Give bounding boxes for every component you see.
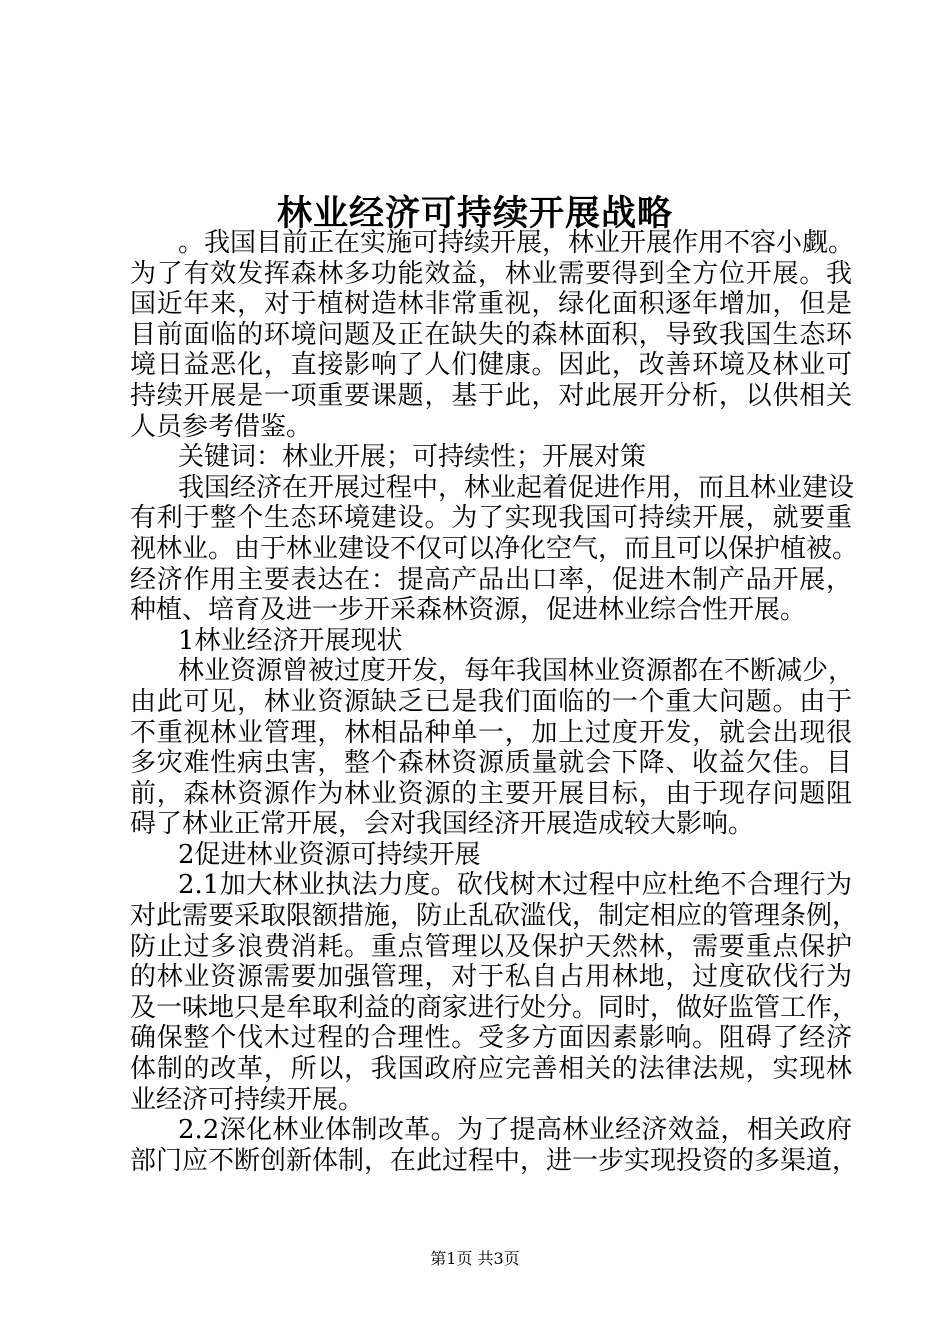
text-line: 体制的改革，所以，我国政府应完善相关的法律法规，实现林	[130, 1054, 852, 1085]
paragraph	[130, 442, 852, 473]
text-line: 1林业经济开展现状	[178, 625, 403, 656]
text-line: 国近年来，对于植树造林非常重视，绿化面积逐年增加，但是	[130, 289, 852, 320]
paragraph	[130, 870, 859, 1115]
document-title: 林业经济可持续开展战略	[276, 194, 673, 234]
text-line: 有利于整个生态环境建设。为了实现我国可持续开展，就要重	[130, 503, 852, 534]
text-line: 我国经济在开展过程中，林业起着促进作用，而且林业建设	[178, 472, 855, 503]
text-line: 确保整个伐木过程的合理性。受多方面因素影响。阻碍了经济	[130, 1023, 852, 1054]
paragraph	[130, 472, 859, 626]
text-line: 关键词：林业开展；可持续性；开展对策	[178, 442, 647, 473]
paragraph	[130, 626, 852, 657]
text-line: 防止过多浪费消耗。重点管理以及保护天然林，需要重点保护	[130, 931, 852, 962]
text-line: 林业资源曾被过度开发，每年我国林业资源都在不断减少，	[178, 656, 855, 687]
text-line: 及一味地只是牟取利益的商家进行处分。同时，做好监管工作，	[130, 992, 859, 1023]
paragraph	[130, 656, 855, 840]
text-line: 不重视林业管理，林相品种单一，加上过度开发，就会出现很	[130, 717, 852, 748]
text-line: 2.2深化林业体制改革。为了提高林业经济效益，相关政府	[178, 1115, 852, 1146]
text-line: 对此需要采取限额措施，防止乱砍滥伐，制定相应的管理条例，	[130, 901, 859, 932]
paragraph	[130, 840, 852, 871]
text-line: 境日益恶化，直接影响了人们健康。因此，改善环境及林业可	[130, 350, 852, 381]
text-line: 部门应不断创新体制，在此过程中，进一步实现投资的多渠道，	[130, 1145, 859, 1176]
document-body	[130, 228, 859, 1176]
text-line: 视林业。由于林业建设不仅可以净化空气，而且可以保护植被。	[130, 533, 859, 564]
text-line: 前，森林资源作为林业资源的主要开展目标，由于现存问题阻	[130, 778, 852, 809]
text-line: 2促进林业资源可持续开展	[178, 839, 481, 870]
paragraph	[130, 1115, 859, 1176]
text-line: 经济作用主要表达在：提高产品出口率，促进木制产品开展，	[130, 564, 852, 595]
text-line: 为了有效发挥森林多功能效益，林业需要得到全方位开展。我	[130, 258, 852, 289]
page-number: 第1页 共3页	[430, 1249, 520, 1268]
paragraph	[130, 228, 855, 442]
text-line: 目前面临的环境问题及正在缺失的森林面积，导致我国生态环	[130, 319, 852, 350]
text-line: 多灾难性病虫害，整个森林资源质量就会下降、收益欠佳。目	[130, 748, 852, 779]
text-line: 。我国目前正在实施可持续开展，林业开展作用不容小觑。	[178, 228, 855, 258]
text-line: 由此可见，林业资源缺乏已是我们面临的一个重大问题。由于	[130, 686, 852, 717]
text-line: 2.1加大林业执法力度。砍伐树木过程中应杜绝不合理行为	[178, 870, 852, 901]
text-line: 的林业资源需要加强管理，对于私自占用林地，过度砍伐行为	[130, 962, 852, 993]
text-line: 持续开展是一项重要课题，基于此，对此展开分析，以供相关	[130, 380, 852, 411]
text-line: 种植、培育及进一步开采森林资源，促进林业综合性开展。	[130, 595, 807, 626]
text-line: 业经济可持续开展。	[130, 1084, 365, 1115]
text-line: 人员参考借鉴。	[130, 411, 313, 442]
text-line: 碍了林业正常开展，会对我国经济开展造成较大影响。	[130, 809, 755, 840]
